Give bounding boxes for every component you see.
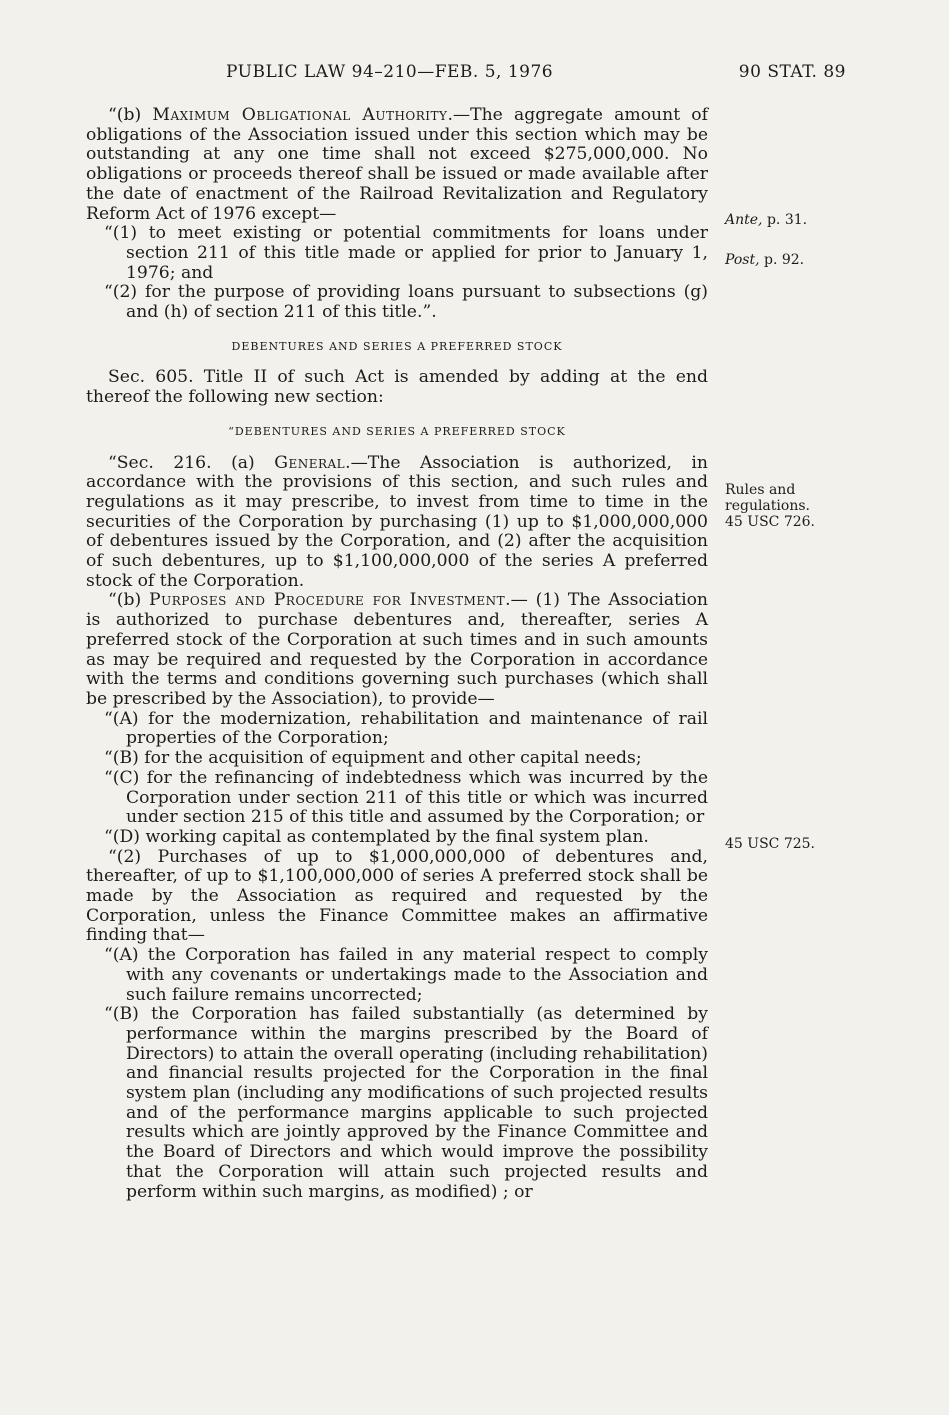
- subsection-b-item-2: “(2) for the purpose of providing loans pursuant to subsections (g) and (h) of section 211 of this title.”.: [104, 282, 708, 323]
- finding-B: “(B) the Corporation has failed substantially (as determined by performance within the margins prescribed by the Board of Directors) to attain the overall operating (including rehabilitation) and financial results projected for the Corporation in the final system plan (including any modifications of such projected results and of the performance margins applicable to such projected results which are jointly approved by the Finance Committee and the Board of Directors and which would improve the possibility that the Corporation will attain such projected results and perform within such margins, as modified) ; or: [104, 1004, 708, 1202]
- subsection-b-item-1: “(1) to meet existing or potential commitments for loans under section 211 of this title made or applied for prior to January 1, 1976; and: [104, 223, 708, 283]
- finding-A: “(A) the Corporation has failed in any material respect to comply with any covenants or undertakings made to the Association and such failure remains uncorrected;: [104, 945, 708, 1005]
- purpose-D: “(D) working capital as contemplated by the final system plan.: [104, 826, 649, 847]
- purpose-A: “(A) for the modernization, rehabilitation and maintenance of rail properties of the Corporation;: [104, 708, 708, 749]
- new-section-heading: “DEBENTURES AND SERIES A PREFERRED STOCK: [228, 424, 566, 438]
- purpose-B: “(B) for the acquisition of equipment and other capital needs;: [104, 748, 642, 769]
- subsection-b-heading: Maximum Obligational Authority: [152, 105, 448, 125]
- purchase-paragraph-2: “(2) Purchases of up to $1,000,000,000 of debentures and, thereafter, of up to $1,100,000,000 of series A preferred stock shall be made by the Association as required and requested by the Corporation, unless the Finance Committee makes an affirmative finding that—: [86, 846, 708, 946]
- statute-page-number: 90 STAT. 89: [738, 62, 846, 82]
- margin-note-post: Post, p. 92.: [725, 252, 805, 268]
- margin-note-ante: Ante, p. 31.: [725, 212, 808, 228]
- section-216-b-paragraph: “(b) Purposes and Procedure for Investment.— (1) The Association is authorized to purchase debentures and, thereafter, series A preferred stock of the Corporation at such times and in such amounts as may be required and requested by the Corporation in accordance with the terms and conditions governing such purchases (which shall be prescribed by the Association), to provide—: [86, 590, 708, 709]
- public-law-citation: PUBLIC LAW 94–210—FEB. 5, 1976: [226, 62, 554, 82]
- purpose-C: “(C) for the refinancing of indebtedness which was incurred by the Corporation under section 211 of this title or which was incurred under section 215 of this title and assumed by the Corporation; or: [104, 767, 708, 828]
- section-216-b-heading: Purposes and Procedure for Investment: [149, 590, 506, 611]
- page-header: [86, 62, 846, 90]
- subsection-b-paragraph: “(b) Maximum Obligational Authority.—The aggregate amount of obligations of the Association issued under this section which may be outstanding at any one time shall not exceed $275,000,000. No obligations or proceeds thereof shall be issued or made available after the date of enactment of the Railroad Revitalization and Regulatory Reform Act of 1976 except—: [86, 105, 708, 224]
- main-text-column: [86, 106, 708, 1202]
- section-605-paragraph: Sec. 605. Title II of such Act is amended by adding at the end thereof the following new section:: [86, 367, 708, 408]
- margin-note-725: 45 USC 725.: [725, 836, 815, 852]
- section-216-a-paragraph: “Sec. 216. (a) General.—The Association is authorized, in accordance with the provisions of this section, and such rules and regulations as it may prescribe, to invest from time to time in the securities of the Corporation by purchasing (1) up to $1,000,000,000 of debentures issued by the Corporation, and (2) after the acquisition of such debentures, up to $1,100,000,000 of the series A preferred stock of the Corporation.: [86, 452, 709, 591]
- section-216-a-heading: General: [274, 452, 346, 473]
- section-heading: DEBENTURES AND SERIES A PREFERRED STOCK: [231, 339, 563, 353]
- margin-note-rules: Rules and regulations. 45 USC 726.: [725, 482, 815, 530]
